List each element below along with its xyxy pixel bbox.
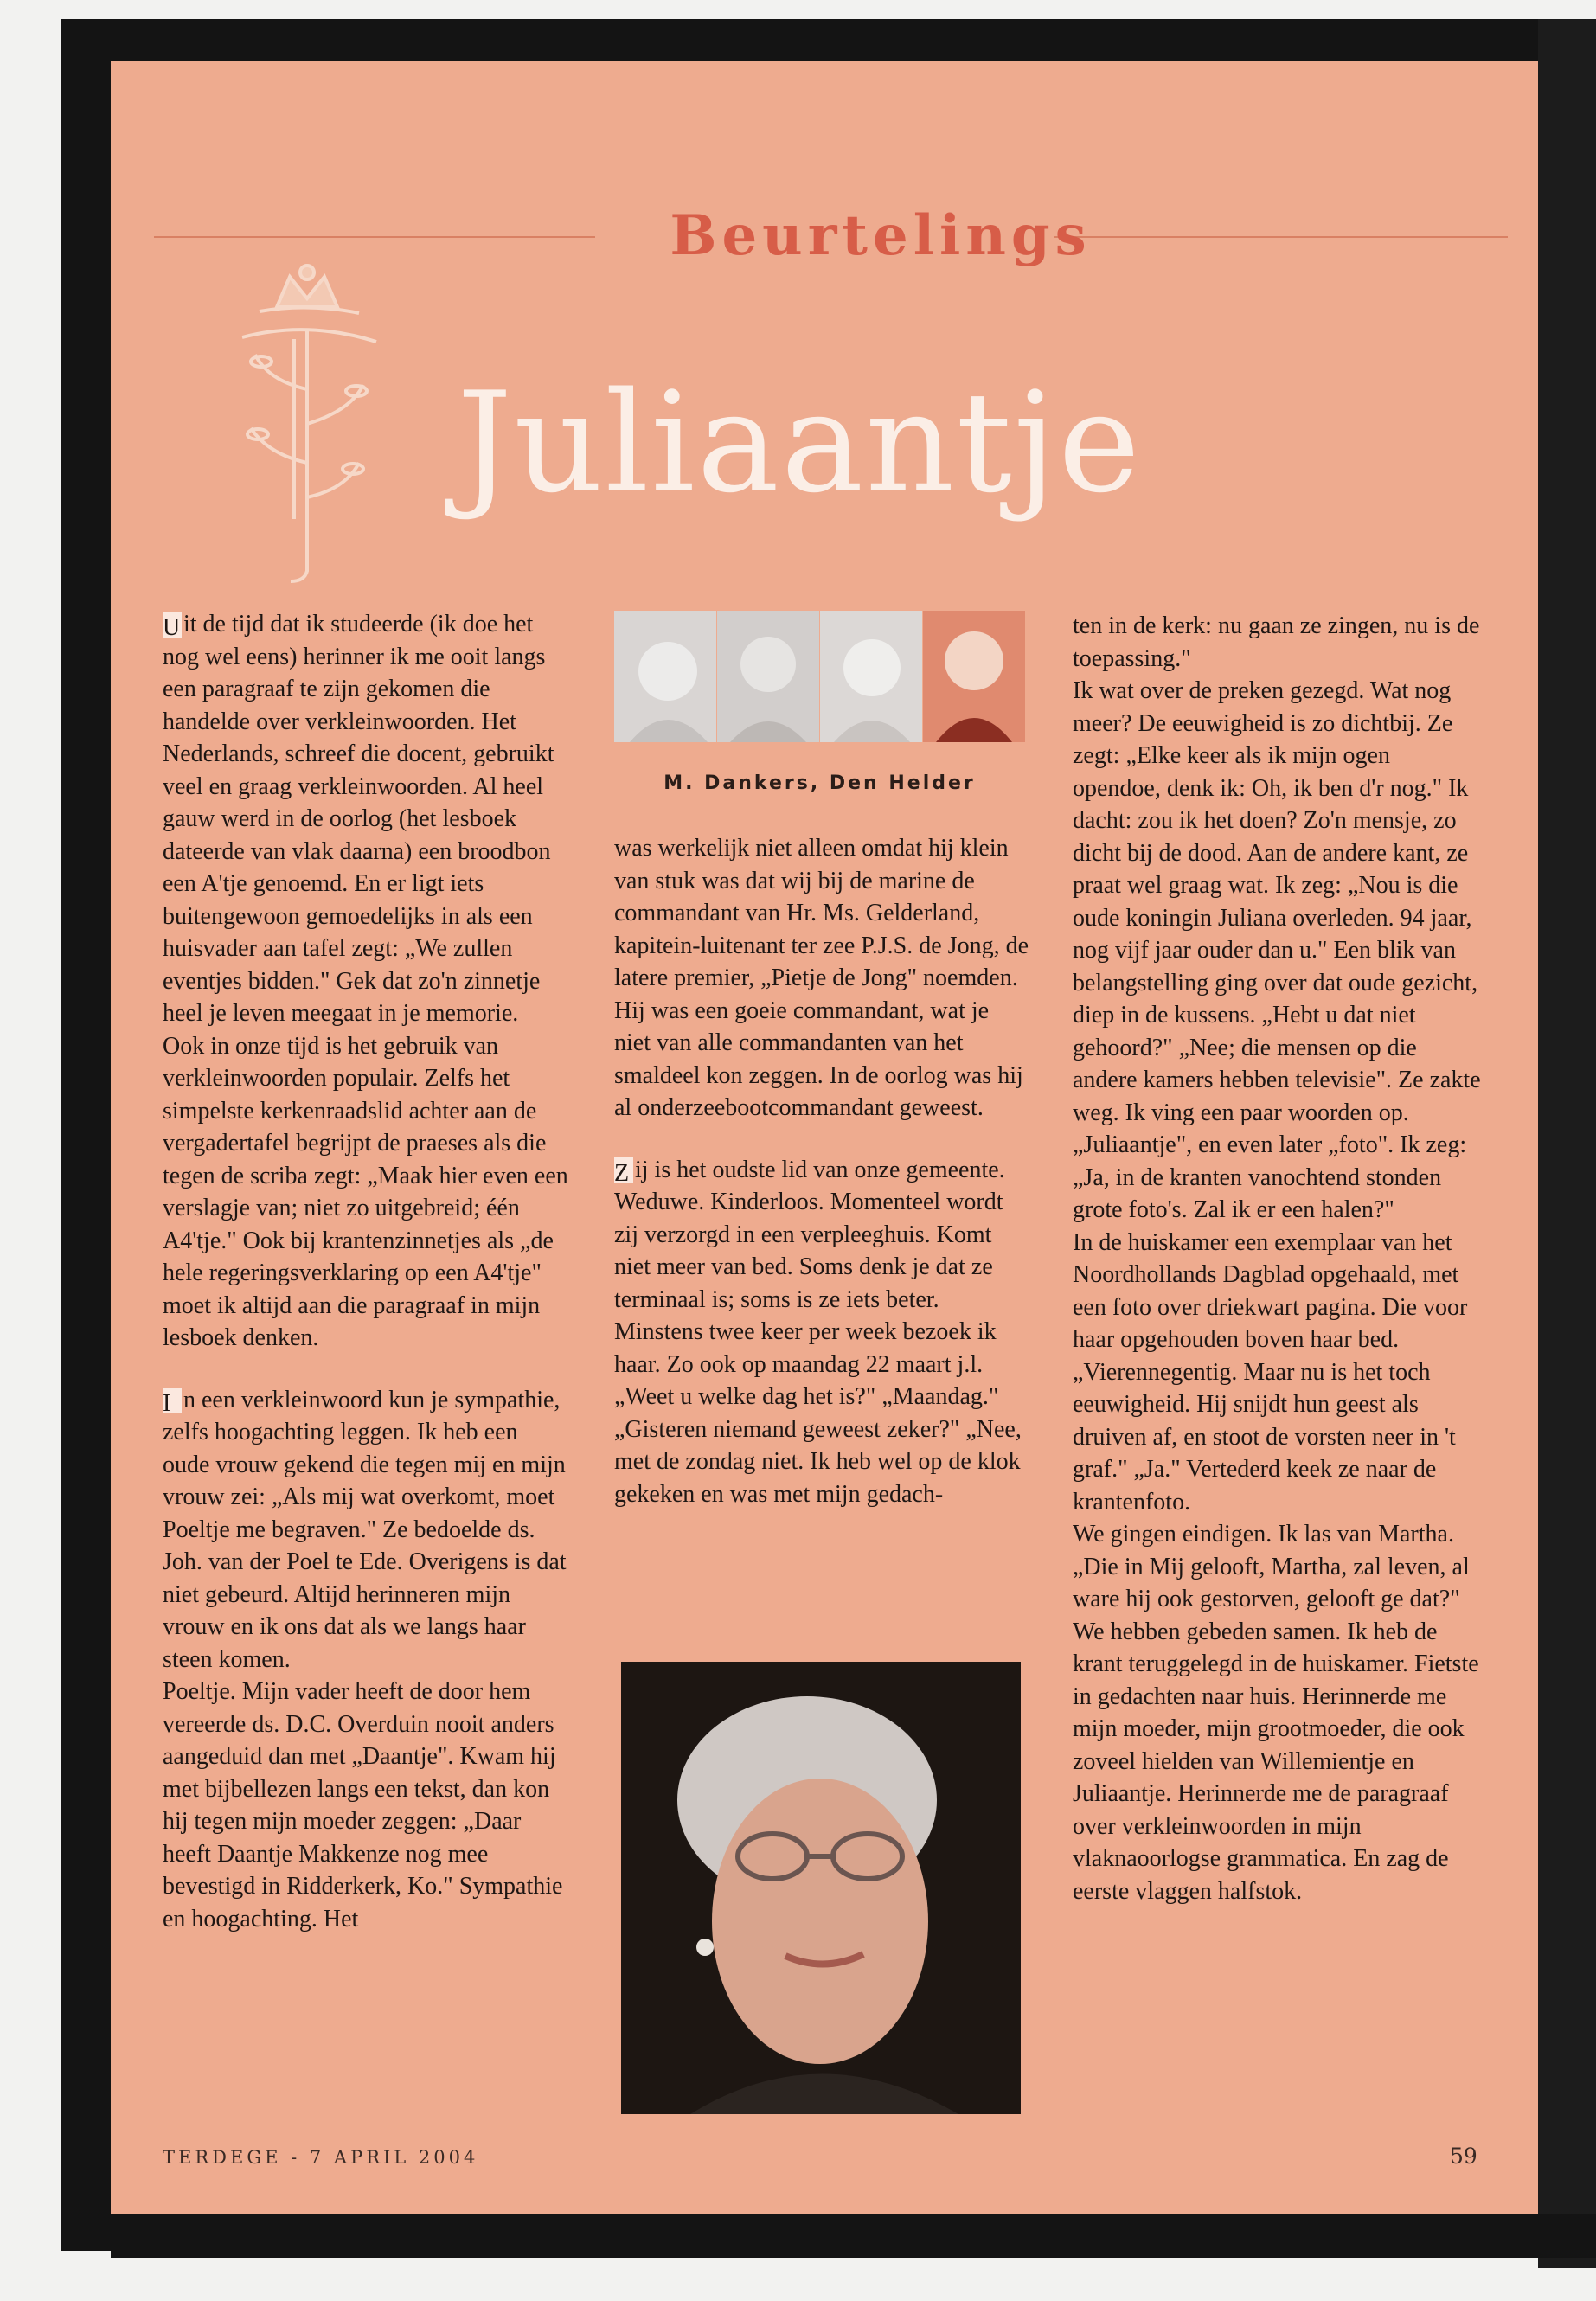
scan-border-top bbox=[61, 19, 1596, 61]
elderly-woman-portrait bbox=[621, 1662, 1021, 2114]
paragraph bbox=[614, 1154, 1029, 1511]
paragraph-text: it de tijd dat ik studeerde (ik doe het nog wel eens) herinner ik me ooit langs een paragraaf te zijn gekomen die handelde over verkleinwoorden. Het Nederlands, schreef die docent, gebruikt veel en graag verkleinwoorden. Al heel gauw werd in de oorlog (het lesboek dateerde van vlak daarna) een broodbon een A'tje genoemd. En er ligt iets buitengewoon gemoedelijks in als een huisvader aan tafel zegt: „We zullen eventjes bidden." Gek dat zo'n zinnetje heel je leven meegaat in je memorie. bbox=[163, 611, 554, 1027]
scan-border-right bbox=[1538, 19, 1596, 2268]
page-number: 59 bbox=[1450, 2144, 1477, 2169]
paragraph bbox=[163, 608, 569, 1030]
drop-cap: I bbox=[163, 1388, 182, 1413]
paragraph: Ik wat over de preken gezegd. Wat nog meer? De eeuwigheid is zo dichtbij. Ze zegt: „Elke keer als ik mijn ogen opendoe, denk ik: Oh, ik ben d'r nog." Ik dacht: zou ik het doen? Zo'n mensje, zo dicht bij de dood. Aan de andere kant, ze praat wel graag wat. Ik zeg: „Nou is die oude koningin Juliana overleden. 94 jaar, nog vijf jaar ouder dan u." Een blik van belangstelling ging over dat oude gezicht, diep in de kussens. „Hebt u dat niet gehoord?" „Nee; die mensen op die andere kamers hebben televisie". Ze zakte weg. Ik ving een paar woorden op. „Juliaantje", en even later „foto". Ik zeg: „Ja, in de kranten vanochtend stonden grote foto's. Zal ik er een halen?" bbox=[1073, 677, 1481, 1223]
section-label: Beurtelings bbox=[670, 203, 1092, 268]
byline: M. Dankers, Den Helder bbox=[663, 772, 976, 794]
paragraph: was werkelijk niet alleen omdat hij klein van stuk was dat wij bij de marine de commandant van Hr. Ms. Gelderland, kapitein-luitenant ter zee P.J.S. de Jong, de latere premier, „Pietje de Jong" noemden. Hij was een goeie commandant, wat je niet van alle commandanten van het smaldeel kon zeggen. In de oorlog was hij al onderzeebootcommandant geweest. bbox=[614, 835, 1029, 1121]
scan-border-bottom bbox=[111, 2214, 1596, 2258]
publication-footer: TERDEGE - 7 APRIL 2004 bbox=[163, 2147, 479, 2168]
paragraph: We gingen eindigen. Ik las van Martha. „Die in Mij gelooft, Martha, zal leven, al ware hij ook gestorven, gelooft ge dat?" We hebben gebeden samen. Ik heb de krant teruggelegd in de huiskamer. Fietste in gedachten naar huis. Herinnerde me mijn moeder, mijn grootmoeder, die ook zoveel hielden van Willemientje en Juliaantje. Herinnerde me de paragraaf over verkleinwoorden in mijn vlaknaoorlogse grammatica. En zag de eerste vlaggen halfstok. bbox=[1073, 1521, 1479, 1905]
paragraph bbox=[163, 1384, 569, 1676]
crown-monogram-icon bbox=[208, 260, 407, 588]
columnist-portrait-strip bbox=[614, 611, 1025, 742]
paragraph-text: ij is het oudste lid van onze gemeente. Weduwe. Kinderloos. Momenteel wordt zij verzorgd in een verpleeghuis. Komt niet meer van bed. Soms denk je dat ze terminaal is; soms is ze iets beter. Minstens twee keer per week bezoek ik haar. Zo ook op maandag 22 maart j.l. „Weet u welke dag het is?" „Maandag." „Gisteren niemand geweest zeker?" „Nee, met de zondag niet. Ik heb wel op de klok gekeken en was met mijn gedach- bbox=[614, 1156, 1022, 1508]
paragraph: Ook in onze tijd is het gebruik van verkleinwoorden populair. Zelfs het simpelste kerkenraadslid achter aan de vergadertafel begrijpt de praeses als die tegen de scriba zegt: „Maak hier even een verslagje van; niet zo uitgebreid; één A4'tje." Ook bij krantenzinnetjes als „de hele regeringsverklaring op een A4'tje" moet ik altijd aan die paragraaf in mijn lesboek denken. bbox=[163, 1032, 568, 1351]
paragraph: In de huiskamer een exemplaar van het Noordhollands Dagblad opgehaald, met een foto over driekwart pagina. Die voor haar opgehouden boven haar bed. „Vierennegentig. Maar nu is het toch eeuwigheid. Hij snijdt hun geest als druiven af, en stoot de vorsten neer in 't graf." „Ja." Vertederd keek ze naar de krantenfoto. bbox=[1073, 1228, 1468, 1516]
drop-cap: Z bbox=[614, 1157, 633, 1183]
drop-cap: U bbox=[163, 612, 182, 638]
paragraph: ten in de kerk: nu gaan ze zingen, nu is de toepassing." bbox=[1073, 612, 1480, 672]
article-column-1 bbox=[163, 608, 569, 1935]
paragraph-text: n een verkleinwoord kun je sympathie, zelfs hoogachting leggen. Ik heb een oude vrouw gekend die tegen mij en mijn vrouw zei: „Als mij wat overkomt, moet Poeltje me begraven." Ze bedoelde ds. Joh. van der Poel te Ede. Overigens is dat niet gebeurd. Altijd herinneren mijn vrouw en ik ons dat als we langs haar steen komen. bbox=[163, 1386, 567, 1673]
headline: Juliaantje bbox=[457, 362, 1142, 523]
section-rule-left bbox=[154, 236, 595, 238]
article-column-3 bbox=[1073, 610, 1484, 1907]
magazine-page bbox=[111, 61, 1538, 2214]
article-column-2 bbox=[614, 832, 1029, 1510]
scan-border-left bbox=[61, 19, 111, 2251]
paragraph: Poeltje. Mijn vader heeft de door hem vereerde ds. D.C. Overduin nooit anders aangeduid dan met „Daantje". Kwam hij met bijbellezen langs een tekst, dan kon hij tegen mijn moeder zeggen: „Daar heeft Daantje Makkenze nog mee bevestigd in Ridderkerk, Ko." Sympathie en hoogachting. Het bbox=[163, 1678, 563, 1932]
